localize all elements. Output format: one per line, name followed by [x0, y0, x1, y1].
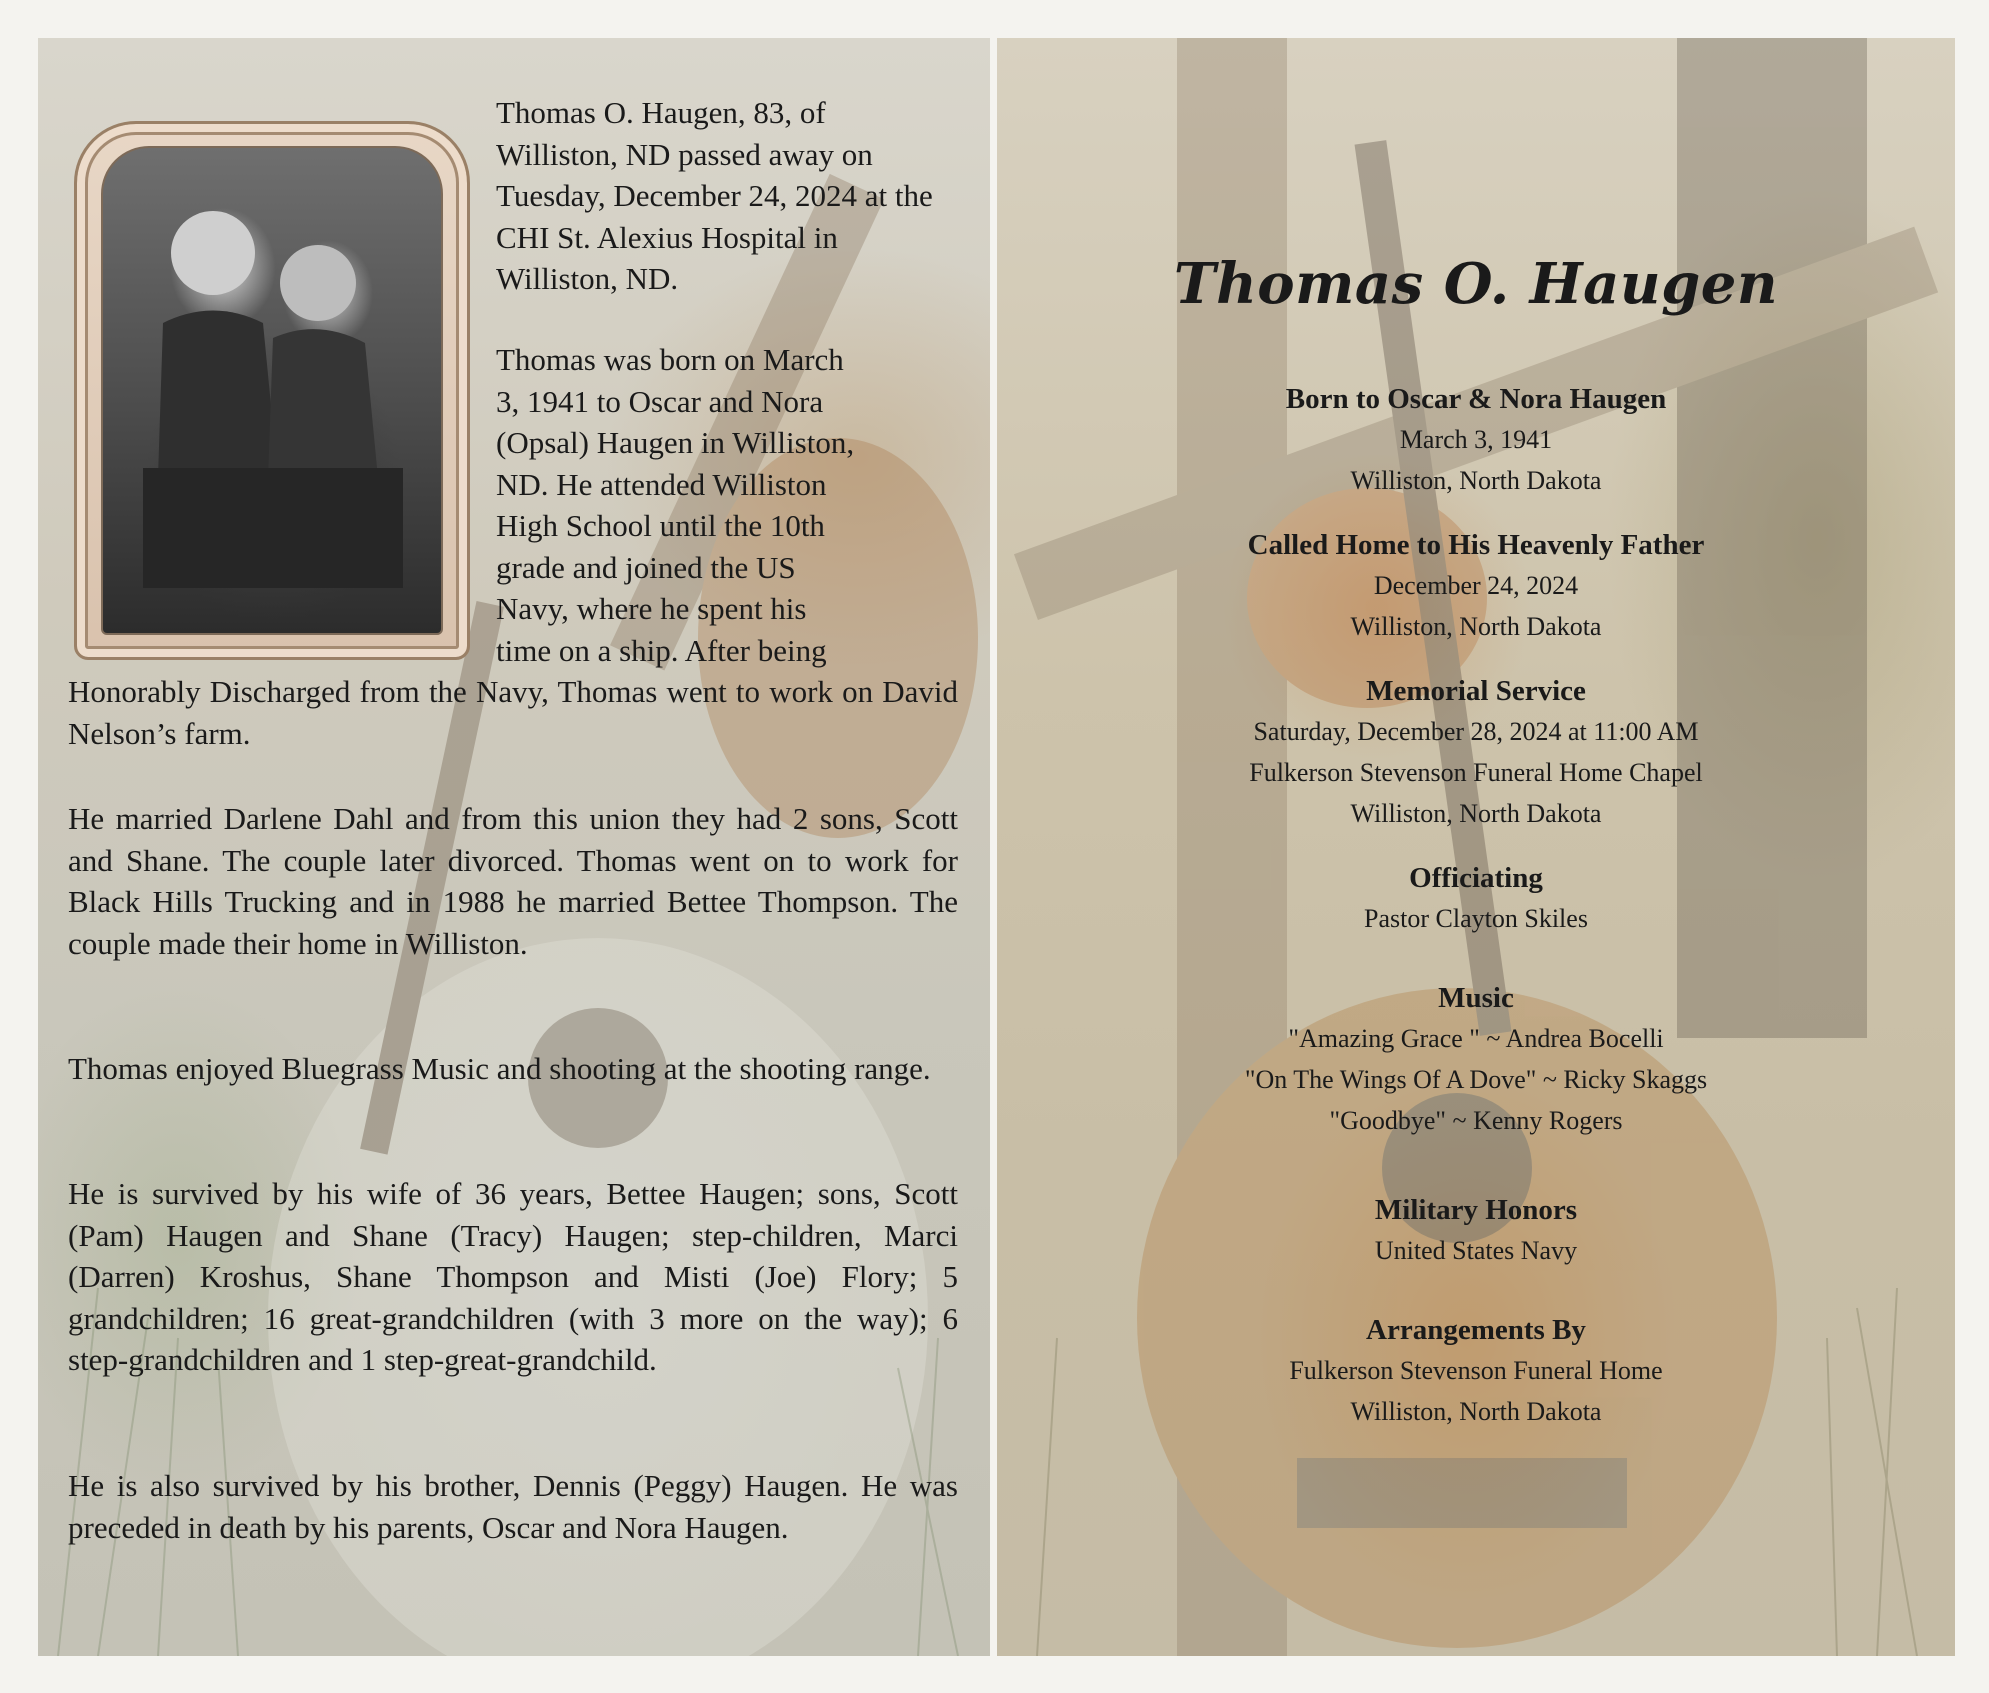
paragraph-2-line: (Opsal) Haugen in Williston, — [496, 425, 855, 460]
obituary-paragraph-2 — [58, 339, 936, 671]
officiant-name: Pastor Clayton Skiles — [1364, 904, 1588, 933]
memorial-service-section — [997, 671, 1955, 834]
born-heading: Born to Oscar & Nora Haugen — [1285, 383, 1667, 415]
music-song: "On The Wings Of A Dove" ~ Ricky Skaggs — [1244, 1065, 1708, 1094]
music-song: "Amazing Grace " ~ Andrea Bocelli — [1288, 1024, 1664, 1053]
service-details-panel — [997, 38, 1955, 1656]
music-song: "Goodbye" ~ Kenny Rogers — [1329, 1106, 1623, 1135]
officiating-section — [997, 858, 1955, 939]
obituary-paragraph-3: He married Darlene Dahl and from this union they had 2 sons, Scott and Shane. The couple later divorced. Thomas went on to work for Black Hills Trucking and in 1988 he married Bettee Thompson. The couple made their home in Williston. — [68, 801, 958, 961]
called-home-section — [997, 525, 1955, 647]
obituary-paragraph-1: Thomas O. Haugen, 83, of Williston, ND passed away on Tuesday, December 24, 2024 at the CHI St. Alexius Hospital in Williston, ND. — [496, 95, 933, 296]
paragraph-2-line: ND. He attended Williston — [496, 466, 827, 502]
arrangements-section — [997, 1310, 1955, 1432]
memorial-place: Williston, North Dakota — [1350, 799, 1602, 828]
paragraph-2-line: grade and joined the US — [496, 549, 796, 585]
memorial-venue: Fulkerson Stevenson Funeral Home Chapel — [1249, 758, 1703, 787]
memorial-date: Saturday, December 28, 2024 at 11:00 AM — [1253, 717, 1699, 746]
called-home-place: Williston, North Dakota — [1350, 612, 1602, 641]
military-branch: United States Navy — [1374, 1236, 1578, 1265]
born-place: Williston, North Dakota — [1350, 466, 1602, 495]
music-heading: Music — [1438, 982, 1514, 1014]
born-date: March 3, 1941 — [1399, 425, 1553, 454]
paragraph-2-line: 3, 1941 to Oscar and Nora — [496, 383, 824, 419]
obituary-paragraph-5: He is survived by his wife of 36 years, Bettee Haugen; sons, Scott (Pam) Haugen and Shane (Tracy) Haugen; step-children, Marci (Darren) Kroshus, Shane Thompson and Misti (Joe) Flory; 5 grandchildren; 16 great-grandchildren (with 3 more on the way); 6 step-grandchildren and 1 step-great-grandchild. — [68, 1176, 958, 1377]
arrangements-place: Williston, North Dakota — [1350, 1397, 1602, 1426]
military-honors-section — [997, 1190, 1955, 1271]
obituary-paragraph-2-continued: Honorably Discharged from the Navy, Thomas went to work on David Nelson’s farm. — [68, 674, 958, 751]
paragraph-2-line: Navy, where he spent his — [496, 591, 807, 626]
page-fold — [990, 0, 997, 1693]
officiating-heading: Officiating — [1409, 862, 1543, 894]
called-home-date: December 24, 2024 — [1373, 571, 1579, 600]
memorial-heading: Memorial Service — [1366, 675, 1586, 707]
arrangements-firm: Fulkerson Stevenson Funeral Home — [1289, 1356, 1663, 1385]
called-home-heading: Called Home to His Heavenly Father — [1247, 529, 1705, 561]
paragraph-2-line: High School until the 10th — [496, 508, 825, 543]
obituary-paragraph-6: He is also survived by his brother, Dennis (Peggy) Haugen. He was preceded in death by his parents, Oscar and Nora Haugen. — [68, 1468, 958, 1545]
music-section — [997, 978, 1955, 1141]
born-section — [997, 379, 1955, 501]
paragraph-2-line: Thomas was born on March — [496, 342, 844, 377]
military-heading: Military Honors — [1374, 1194, 1578, 1226]
paragraph-2-line: time on a ship. After being — [496, 632, 827, 668]
arrangements-heading: Arrangements By — [1366, 1314, 1586, 1346]
obituary-panel — [38, 38, 990, 1656]
obituary-paragraph-4: Thomas enjoyed Bluegrass Music and shooting at the shooting range. — [68, 1051, 931, 1086]
decedent-name-title: Thomas O. Haugen — [1173, 251, 1779, 317]
